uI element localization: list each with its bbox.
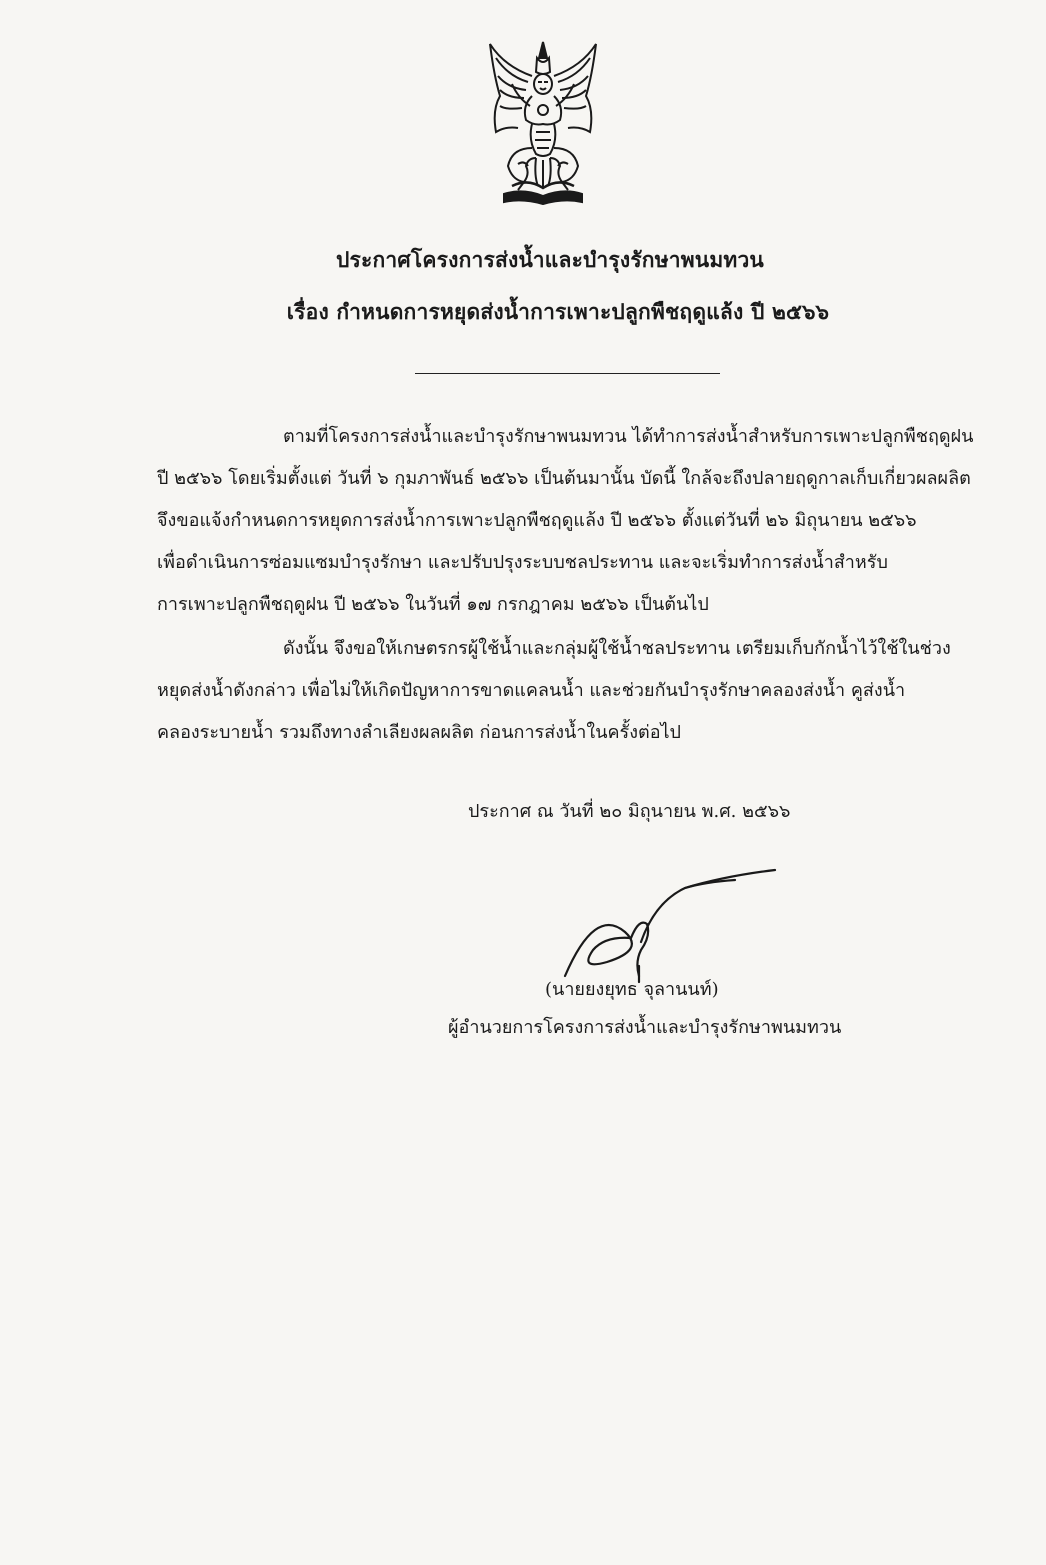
paragraph2-line: หยุดส่งน้ำดังกล่าว เพื่อไม่ให้เกิดปัญหาการขาดแคลนน้ำ และช่วยกันบำรุงรักษาคลองส่งน้ำ คูส่งน้ำ (157, 680, 906, 701)
paragraph1-line: ตามที่โครงการส่งน้ำและบำรุงรักษาพนมทวน ได้ทำการส่งน้ำสำหรับการเพาะปลูกพืชฤดูฝน (283, 426, 974, 447)
paragraph1-line: เพื่อดำเนินการซ่อมแซมบำรุงรักษา และปรับปรุงระบบชลประทาน และจะเริ่มทำการส่งน้ำสำหรับ (157, 552, 888, 573)
document-title: ประกาศโครงการส่งน้ำและบำรุงรักษาพนมทวน (336, 247, 764, 272)
paragraph1-line: จึงขอแจ้งกำหนดการหยุดการส่งน้ำการเพาะปลูกพืชฤดูแล้ง ปี ๒๕๖๖ ตั้งแต่วันที่ ๒๖ มิถุนายน ๒๕๖๖ (157, 510, 917, 531)
paragraph2-line: ดังนั้น จึงขอให้เกษตรกรผู้ใช้น้ำและกลุ่มผู้ใช้น้ำชลประทาน เตรียมเก็บกักน้ำไว้ใช้ในช่วง (283, 638, 951, 659)
paragraph1-line: ปี ๒๕๖๖ โดยเริ่มตั้งแต่ วันที่ ๖ กุมภาพันธ์ ๒๕๖๖ เป็นต้นมานั้น บัดนี้ ใกล้จะถึงปลายฤดูกาลเก็บเกี่ยวผลผลิต (157, 468, 971, 489)
handwritten-signature (535, 866, 795, 986)
signatory-position: ผู้อำนวยการโครงการส่งน้ำและบำรุงรักษาพนมทวน (448, 1017, 842, 1038)
title-divider (415, 373, 720, 374)
paragraph2-line: คลองระบายน้ำ รวมถึงทางลำเลียงผลผลิต ก่อนการส่งน้ำในครั้งต่อไป (157, 722, 681, 743)
announcement-date: ประกาศ ณ วันที่ ๒๐ มิถุนายน พ.ศ. ๒๕๖๖ (468, 801, 791, 822)
garuda-emblem-icon (482, 36, 604, 212)
paragraph1-line: การเพาะปลูกพืชฤดูฝน ปี ๒๕๖๖ ในวันที่ ๑๗ กรกฎาคม ๒๕๖๖ เป็นต้นไป (157, 594, 709, 615)
document-subject: เรื่อง กำหนดการหยุดส่งน้ำการเพาะปลูกพืชฤดูแล้ง ปี ๒๕๖๖ (286, 299, 830, 324)
signatory-name: (นายยงยุทธ จุลานนท์) (545, 979, 719, 1000)
